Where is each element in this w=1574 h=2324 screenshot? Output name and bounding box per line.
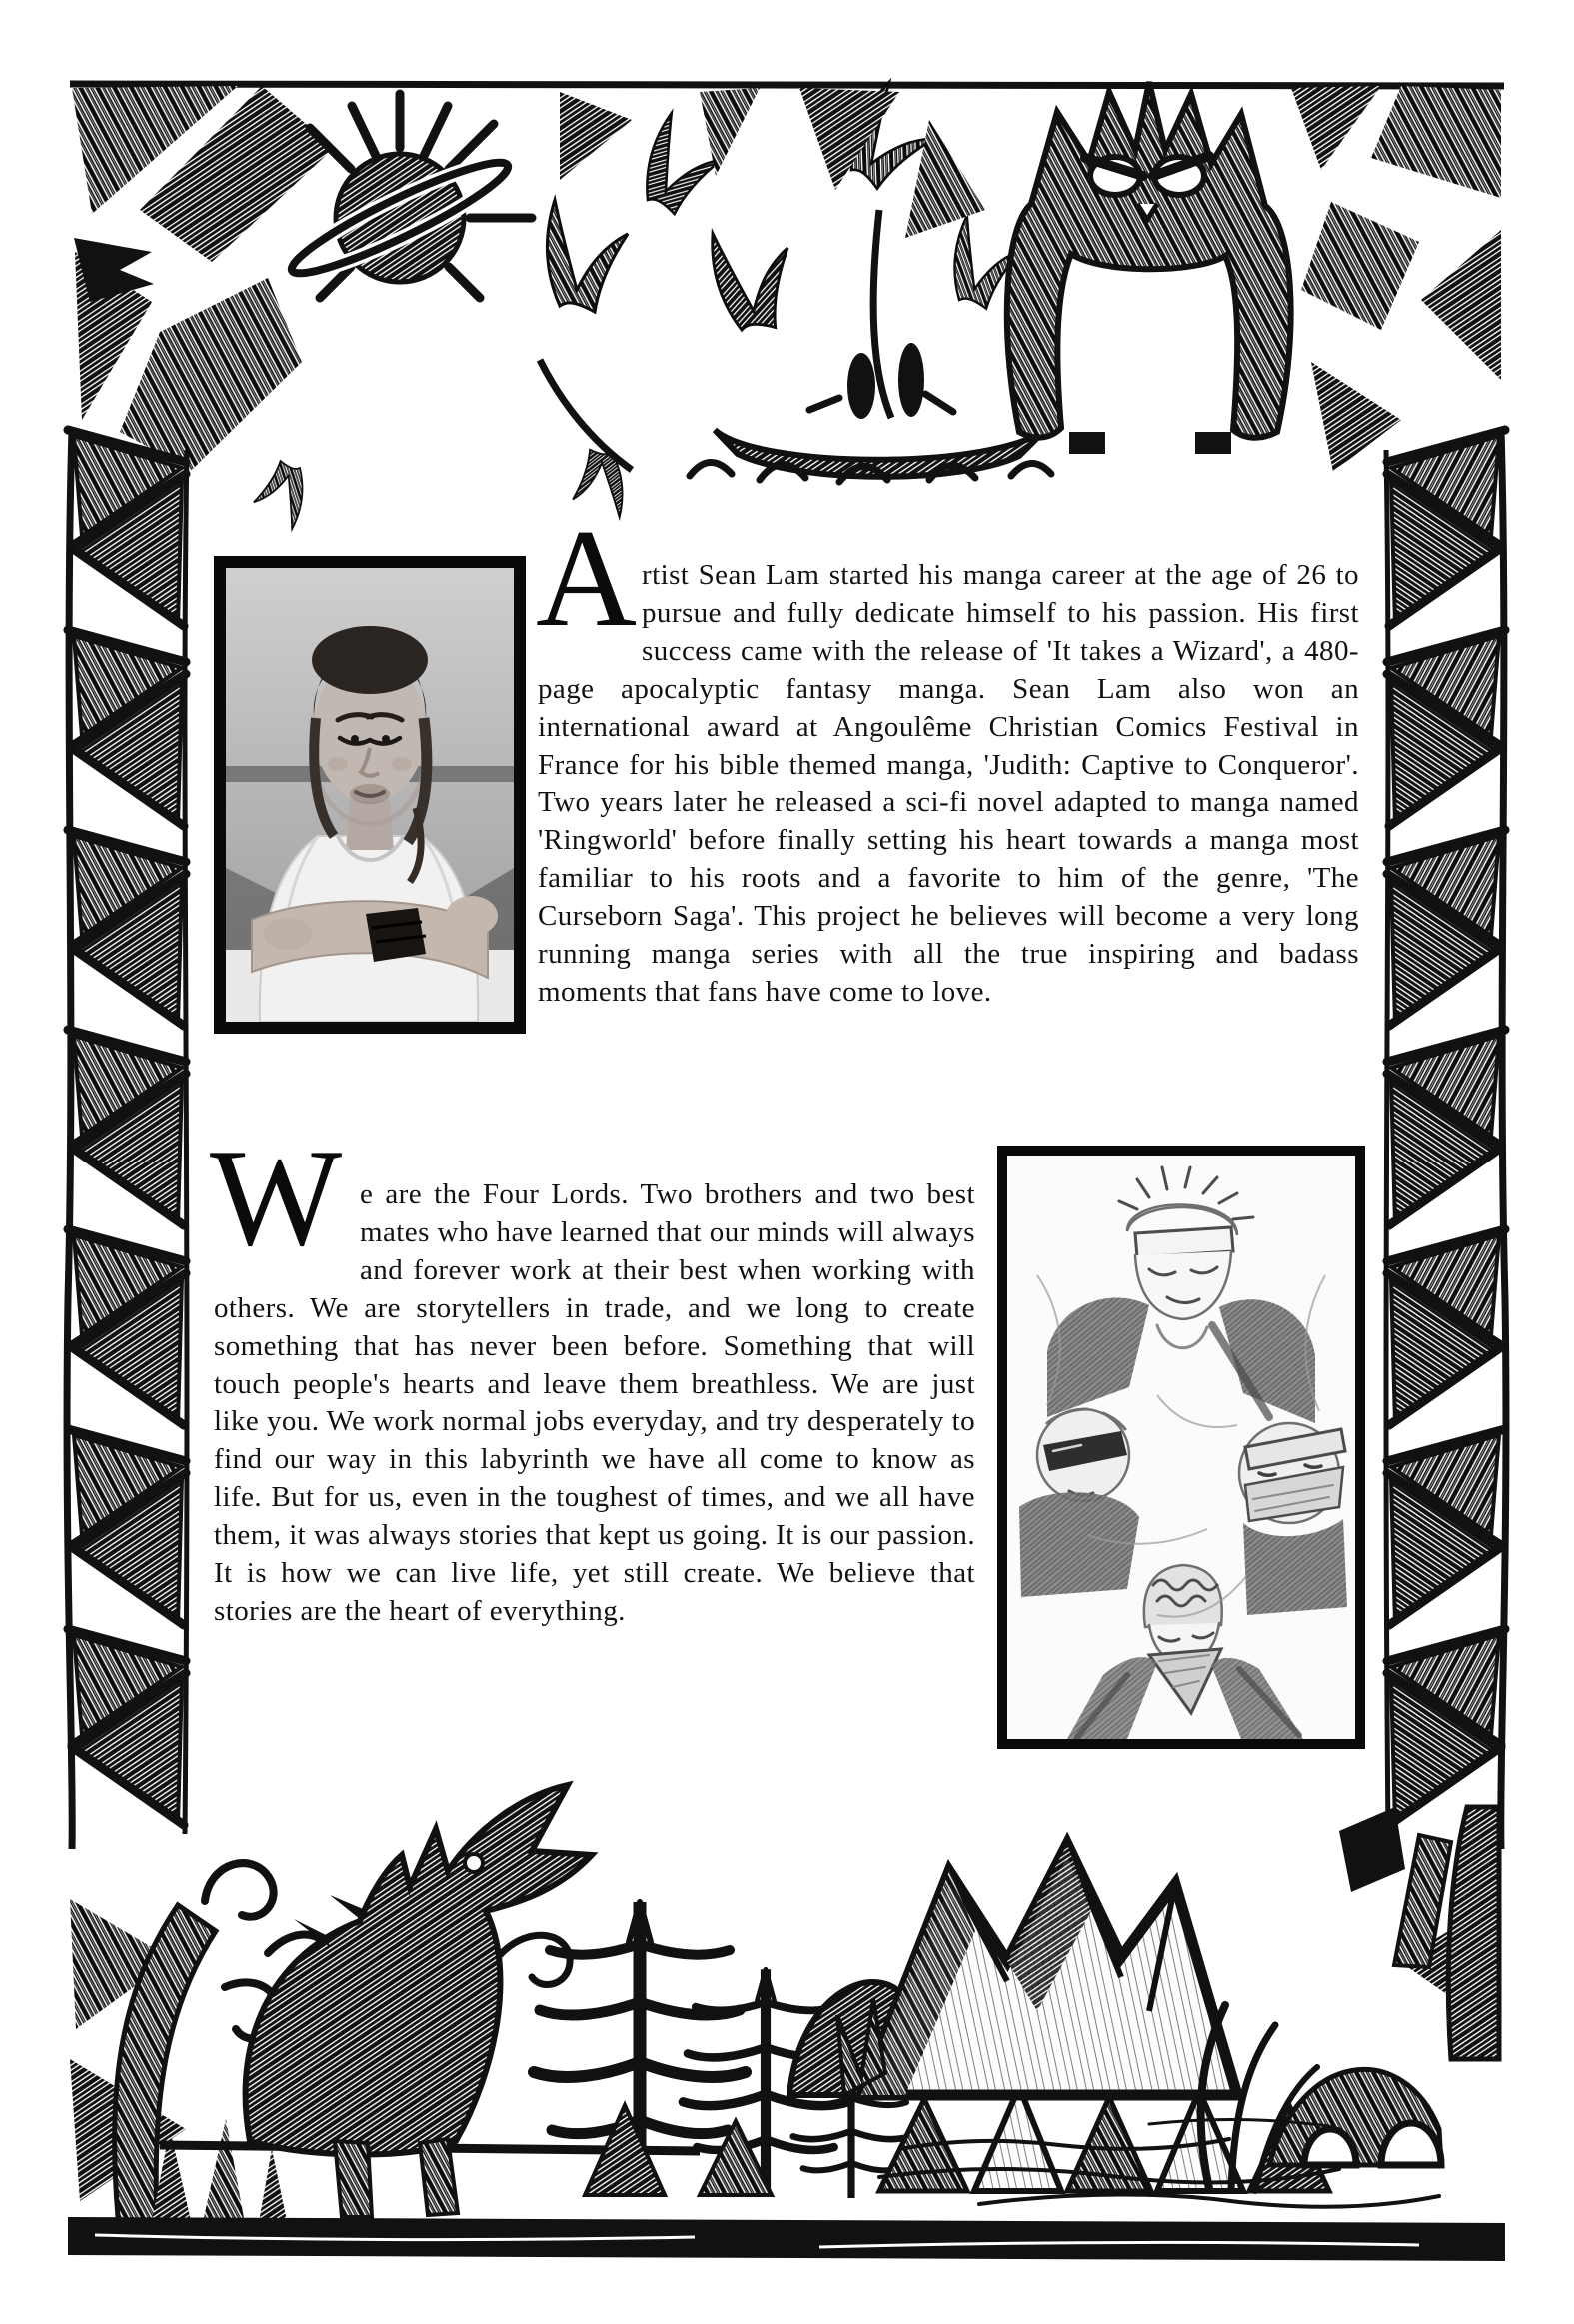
artist-photo — [226, 568, 514, 1022]
artist-photo-frame — [214, 556, 526, 1034]
drop-cap-a-glyph: A — [536, 501, 638, 656]
about-artist-paragraph — [536, 501, 1359, 1012]
four-lords-sketch-frame — [997, 1146, 1365, 1749]
drop-cap-w — [210, 1121, 360, 1275]
four-lords-sketch — [1007, 1156, 1355, 1739]
drop-cap-w-glyph: W — [210, 1121, 343, 1275]
about-artist-text: rtist Sean Lam started his manga career at the age of 26 to pursue and fully dedicate himself to his passion. His first success came with the release of 'It takes a Wizard', a 480-page apocalyptic fantasy manga. Sean Lam also won an international award at Angoulême Christian Comics Festival in France for his bible themed manga, 'Judith: Captive to Conqueror'. Two years later he released a sci-fi novel adapted to manga named 'Ringworld' before finally setting his heart towards a manga most familiar to his roots and a favorite to him of the genre, 'The Curseborn Saga'. This project he believes will become a very long running manga series with all the true inspiring and badass moments that fans have come to love. — [538, 559, 1359, 1008]
four-lords-text: e are the Four Lords. Two brothers and two best mates who have learned that our minds will always and forever work at their best when working with others. We are storytellers in trade, and we long to create something that has never been before. Something that will touch people's hearts and leave them breathless. We are just like you. We work normal jobs everyday, and try desperately to find our way in this labyrinth we have all come to know as life. But for us, even in the toughest of times, and we all have them, it was always stories that kept us going. It is our passion. It is how we can live life, yet still create. We believe that stories are the heart of everything. — [214, 1178, 975, 1627]
four-lords-paragraph — [210, 1121, 975, 1631]
drop-cap-a — [536, 501, 642, 656]
